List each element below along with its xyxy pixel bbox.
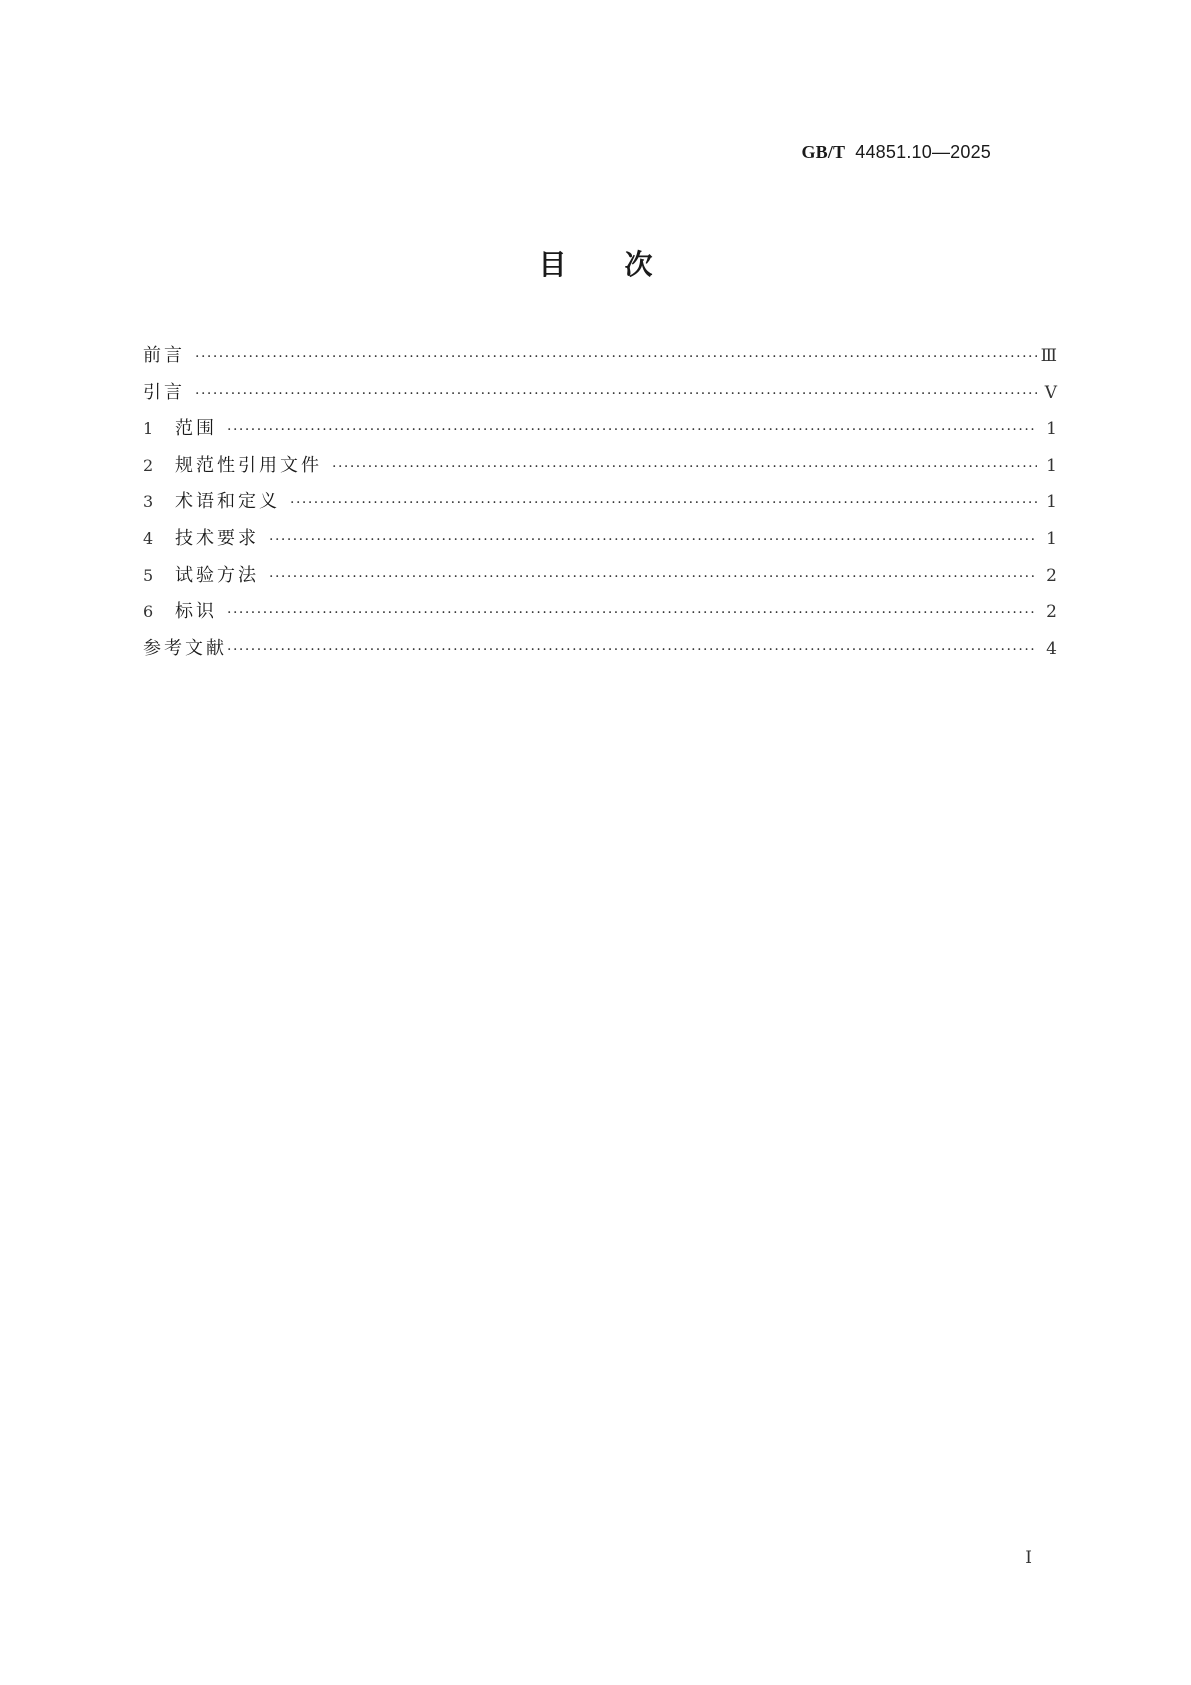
toc-leader-dots bbox=[195, 339, 1037, 376]
toc-entry-number: 6 bbox=[143, 602, 154, 622]
toc-entry-introduction[interactable] bbox=[143, 375, 1057, 412]
table-of-contents bbox=[143, 338, 1057, 667]
toc-entry-number: 1 bbox=[143, 419, 154, 439]
toc-leader-dots bbox=[227, 595, 1037, 632]
toc-entry-foreword[interactable] bbox=[143, 338, 1057, 375]
toc-entry-label: 规范性引用文件 bbox=[175, 454, 322, 476]
toc-entry-page: 4 bbox=[1046, 638, 1057, 659]
toc-entry-number: 5 bbox=[143, 565, 154, 585]
toc-entry-test-methods[interactable] bbox=[143, 558, 1057, 595]
toc-entry-page: 2 bbox=[1046, 565, 1057, 586]
toc-entry-label: 前言 bbox=[143, 345, 185, 366]
toc-entry-label: 技术要求 bbox=[175, 527, 259, 549]
toc-entry-label: 范围 bbox=[175, 418, 217, 440]
toc-entry-page: 1 bbox=[1046, 492, 1057, 513]
toc-leader-dots bbox=[227, 412, 1037, 449]
toc-entry-page: Ⅲ bbox=[1040, 346, 1057, 366]
toc-entry-page: 1 bbox=[1046, 419, 1057, 440]
toc-entry-normative-references[interactable] bbox=[143, 448, 1057, 485]
page-title: 目次 bbox=[538, 248, 711, 281]
toc-entry-page: 2 bbox=[1046, 602, 1057, 623]
toc-entry-number: 4 bbox=[143, 528, 154, 548]
standard-number bbox=[801, 142, 991, 163]
standard-prefix: GB/T bbox=[801, 142, 846, 162]
toc-entry-scope[interactable] bbox=[143, 411, 1057, 448]
toc-leader-dots bbox=[269, 522, 1037, 559]
toc-entry-page: 1 bbox=[1046, 455, 1057, 476]
standard-code: 44851.10—2025 bbox=[855, 142, 991, 162]
toc-entry-number: 3 bbox=[143, 492, 154, 512]
page-number: Ⅰ bbox=[1025, 1548, 1032, 1568]
toc-entry-label: 术语和定义 bbox=[175, 491, 280, 513]
toc-entry-page: 1 bbox=[1046, 528, 1057, 549]
toc-leader-dots bbox=[195, 376, 1037, 413]
toc-entry-technical-requirements[interactable] bbox=[143, 521, 1057, 558]
toc-leader-dots bbox=[332, 449, 1037, 486]
toc-entry-terms-definitions[interactable] bbox=[143, 484, 1057, 521]
toc-entry-label: 参考文献 bbox=[143, 637, 227, 659]
toc-entry-page: Ⅴ bbox=[1044, 382, 1057, 403]
toc-leader-dots bbox=[227, 632, 1037, 669]
toc-entry-label: 标识 bbox=[175, 601, 217, 623]
toc-entry-label: 试验方法 bbox=[175, 564, 259, 586]
toc-entry-number: 2 bbox=[143, 455, 154, 475]
toc-entry-bibliography[interactable] bbox=[143, 631, 1057, 668]
toc-entry-label: 引言 bbox=[143, 381, 185, 403]
toc-leader-dots bbox=[269, 559, 1037, 596]
toc-leader-dots bbox=[290, 485, 1037, 522]
toc-entry-marking[interactable] bbox=[143, 594, 1057, 631]
